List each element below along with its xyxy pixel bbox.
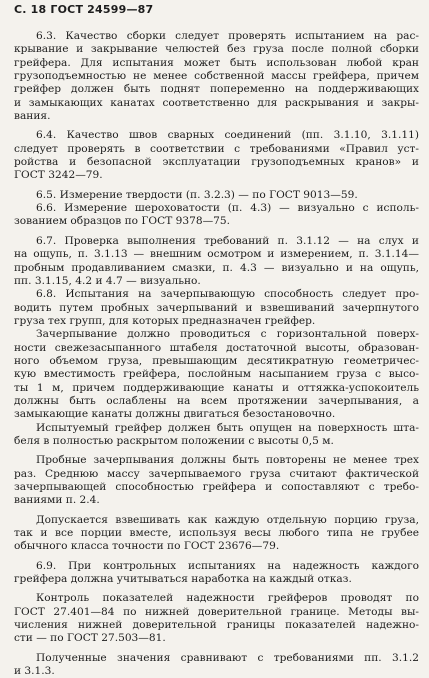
- text-line: и 3.1.3.: [14, 665, 55, 678]
- paragraph: [14, 288, 419, 328]
- text-line: раз. Среднюю массу зачерпываемого груза считают фактической: [14, 467, 419, 480]
- text-line: на ощупь, п. 3.1.13 — внешним осмотром и измерением, п. 3.1.14—: [14, 248, 419, 261]
- text-line: груза тех групп, для которых предназначен грейфер.: [14, 314, 316, 327]
- text-line: грейфер должен быть поднят попеременно на поддерживающих: [14, 83, 419, 96]
- text-line: числения нижней доверительной границы показателей надежно-: [14, 619, 419, 632]
- text-line: грузоподъемностью не менее собственной массы грейфера, причем: [14, 70, 419, 83]
- paragraph: [14, 202, 419, 229]
- text-line: 6.7. Проверка выполнения требований п. 3.1.12 — на слух и: [36, 234, 419, 247]
- text-line: Испытуемый грейфер должен быть опущен на поверхность шта-: [36, 421, 419, 434]
- text-line: должны быть ослаблены на всем протяжении зачерпывания, а: [14, 394, 419, 407]
- text-line: вания.: [14, 110, 51, 123]
- text-line: пробным продавливанием смазки, п. 4.3 — визуально и на ощупь,: [14, 261, 419, 274]
- paragraph: [14, 328, 419, 421]
- paragraph: [14, 592, 419, 645]
- text-line: ного объемом груза, превышающим десятикратную геометричес-: [14, 354, 419, 367]
- text-line: сти — по ГОСТ 27.503—81.: [14, 632, 166, 645]
- page-header: С. 18 ГОСТ 24599—87: [14, 3, 154, 16]
- text-line: зачерпывающей способностью грейфера и сопоставляют с требо-: [14, 481, 419, 493]
- text-line: крывание и закрывание челюстей без груза после полной сборки: [14, 43, 419, 56]
- paragraph: [14, 560, 419, 587]
- text-line: 6.5. Измерение твердости (п. 3.2.3) — по ГОСТ 9013—59.: [36, 188, 358, 201]
- text-line: Контроль показателей надежности грейферов проводят по: [36, 592, 419, 605]
- paragraph: [14, 422, 419, 449]
- text-line: водить путем пробных зачерпываний и взвешиваний зачерпнутого: [14, 301, 419, 314]
- paragraph: [14, 514, 419, 554]
- paragraph: [14, 30, 419, 123]
- text-line: следует проверять в соответствии с требованиями «Правил уст-: [14, 142, 419, 155]
- text-line: кую вместимость грейфера, послойным насыпанием груза с высо-: [14, 368, 419, 381]
- paragraph: [14, 235, 419, 288]
- text-line: Допускается взвешивать как каждую отдельную порцию груза,: [36, 513, 419, 526]
- paragraph: [14, 652, 419, 678]
- text-line: замыкающие канаты должны двигаться безостановочно.: [14, 408, 336, 421]
- paragraph: [14, 129, 419, 182]
- paragraph: [14, 454, 419, 507]
- text-line: 6.4. Качество швов сварных соединений (пп. 3.1.10, 3.1.11): [36, 129, 419, 142]
- text-line: зованием образцов по ГОСТ 9378—75.: [14, 215, 231, 228]
- text-line: ваниями п. 2.4.: [14, 494, 100, 507]
- text-line: Пробные зачерпывания должны быть повторены не менее трех: [36, 454, 419, 467]
- text-line: так и все порции вместе, используя весы любого типа не грубее: [14, 527, 419, 540]
- document-body: [14, 30, 419, 678]
- text-line: пп. 3.1.15, 4.2 и 4.7 — визуально.: [14, 274, 201, 287]
- text-line: ГОСТ 27.401—84 по нижней доверительной границе. Методы вы-: [14, 605, 419, 618]
- text-line: обычного класса точности по ГОСТ 23676—79.: [14, 540, 280, 553]
- text-line: Зачерпывание должно проводиться с горизонтальной поверх-: [36, 328, 419, 341]
- text-line: ГОСТ 3242—79.: [14, 169, 103, 182]
- text-line: 6.3. Качество сборки следует проверять испытанием на рас-: [36, 30, 419, 42]
- text-line: грейфера должна учитываться наработка на каждый отказ.: [14, 573, 352, 586]
- text-line: Полученные значения сравнивают с требованиями пп. 3.1.2: [36, 651, 419, 664]
- text-line: 6.8. Испытания на зачерпывающую способность следует про-: [36, 288, 419, 301]
- text-line: ройства и безопасной эксплуатации грузоподъемных кранов» и: [14, 156, 419, 169]
- text-line: и замыкающих канатах соответственно для раскрывания и закры-: [14, 96, 419, 109]
- paragraph: [14, 189, 419, 202]
- text-line: грейфера. Для испытания может быть использован любой кран: [14, 56, 419, 69]
- text-line: ты 1 м, причем поддерживающие канаты и оттяжка-успокоитель: [14, 381, 419, 394]
- text-line: ности свежезасыпанного штабеля достаточной высоты, образован-: [14, 341, 419, 354]
- text-line: беля в полностью раскрытом положении с высоты 0,5 м.: [14, 434, 334, 447]
- text-line: 6.9. При контрольных испытаниях на надежность каждого: [36, 559, 419, 572]
- text-line: 6.6. Измерение шероховатости (п. 4.3) — визуально с исполь-: [36, 202, 419, 215]
